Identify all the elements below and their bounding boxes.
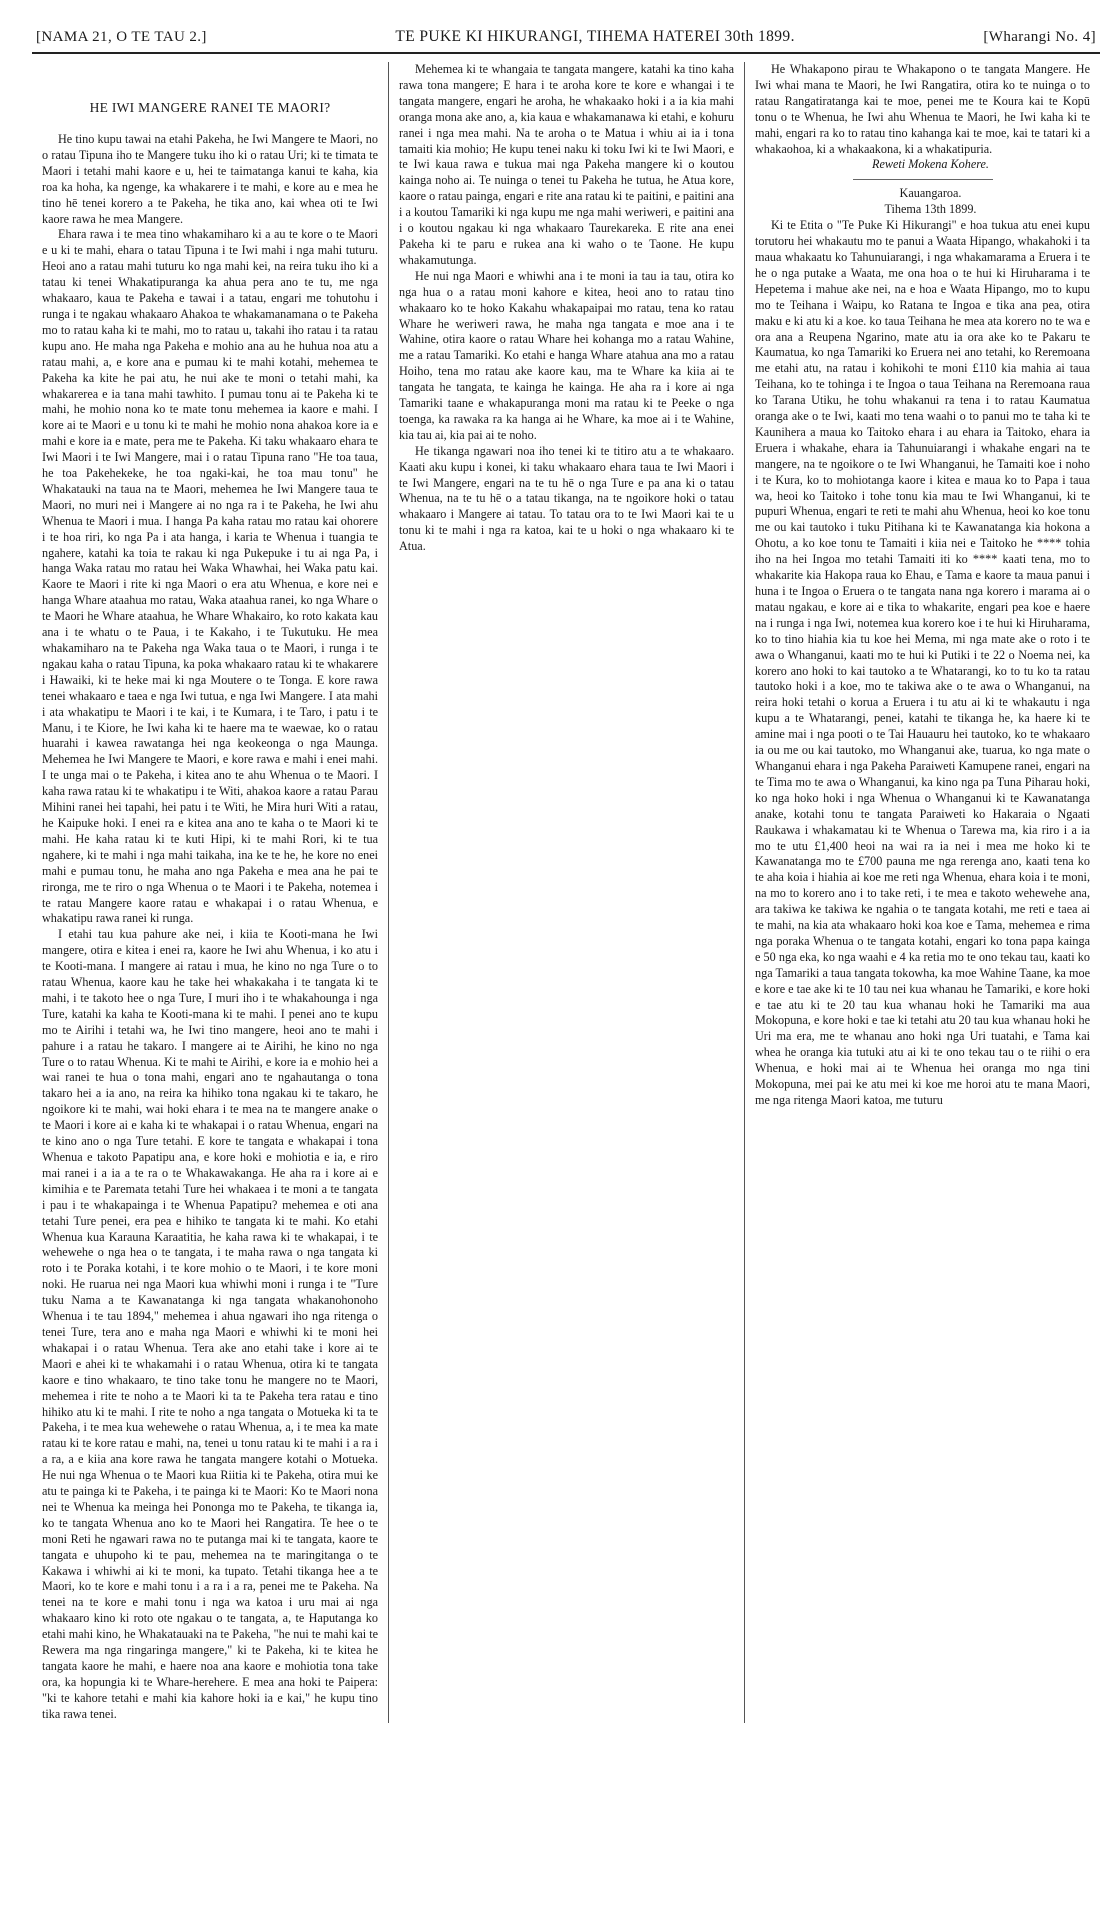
article-headline: HE IWI MANGERE RANEI TE MAORI? [89,100,331,115]
article-paragraph: He tikanga ngawari noa iho tenei ki te titiro atu a te whakaaro. Kaati aku kupu i konei, ki taku whakaaro ehara taua te Iwi Maori i te Iwi Mangere, engari na te tu hē o nga Ture e pa ana ki o tatau Whenua, na te tu hē o a tatau tikanga, na te ngoikore hoki o tatau whakaaro i Mangere ai tatau. To tatau ora to te Iwi Maori kai te u tonu ki te mahi i nga ra katoa, kai te u hoki o nga whakaaro ki te Atua. [399,443,734,554]
article-paragraph: Ehara rawa i te mea tino whakamiharo ki a au te kore o te Maori e u ki te mahi, ehara o tatau Tipuna i te Iwi mahi i nga mahi tuturu. Heoi ano a ratau mahi tuturu ko nga mahi kei, na reira tuku iho ki a tatau ki tenei Whakatipuranga ka ahua pera ano te tu, me nga whakaaro, kaua te Pakeha e tawai i a tatau, engari me tohutohu i runga i te ngakau whakaaro Ahakoa te whakamanamana o te Pakeha mo to ratau kaha ki te mahi, mo to ratau u, takahi iho ratau i ta ratau kupu ano. He maha nga Pakeha e mohio ana au he huhua noa atu a ratau mahi, a, e kore ana e pumau ki te mahi kotahi, mehemea te Pakeha ka kite he pai atu, he nui ake te moni o tetahi mahi, ka whakarerea e ia tana mahi tawhito. I pumau tonu ai te Pakeha ki te mahi, he mohio nona ko te mate tonu mehemea ia kaore e mahi. I kore ai te Maori e u tonu ki te mahi he mohio nona ahakoa kore ia e mahi e kore ia e mate, pera me te Pakeha. Ki taku whakaaro ehara te Iwi Maori i te Iwi Mangere, mai i o ratau Tipuna rano "He toa taua, he toa Pakehekeke, he toa ngaki-kai, he toa mau tonu" he Whakatauki na taua na te Maori, mehemea he Iwi Mangere taua te Maori, no muri nei i Mangere ai no nga ra i te Pakeha, he Iwi ahu Whenua te Maori i mua. I hanga Pa kaha ratau mo ratau kai ohorere i te hoa riri, ko nga Pa i ata hanga, i karia te Whenua i tuangia te ngahere, katahi ka toia te rakau ki nga Pukepuke i tu ai nga Pa, i hanga Waka ratau mo ratau hei Waka Whawhai, hei Waka patu kai. Kaore te Maori i rite ki nga Maori o era atu Whenua, e kore nei e hanga Whare ataahua mo ratau, Waka ataahua ranei, ko nga Whare o te Maori he Whare ataahua, he Whare Whakairo, ko roto kakata kau ana i te whatu o te Paua, i te Kakaho, i te Tukutuku. He mea whakamiharo na te Pakeha nga Waka taua o te Maori, i runga i te ngakau kaha o ratau Tipuna, ka poka whakaaro ratau ki te whakarere i Hawaiki, ki te heke mai ki nga Moutere o te Tonga. E kore rawa tenei whakaaro e taea e nga Iwi tutua, e nga Iwi Mangere. I ata mahi i ata whakatipu te Maori i te kai, i te Kumara, i te Taro, i patu i te Manu, i te Kiore, he Iwi kaha ki te haere ma te waewae, ko o ratau huarahi i kawea rawatanga hei nga keokeonga o nga Maunga. Mehemea he Iwi Mangere te Maori, e kore rawa e mahi i enei mahi. I te unga mai o te Pakeha, i kitea ano te ahu Whenua o te Maori. I kaha rawa ratau ki te whakatipu i te Witi, ahakoa kaore a ratau Parau Mihini ranei hei tapahi, hei patu i te Witi, he Mira huri Witi a ratau, he Kaipuke hoki. I enei ra e kitea ana ano te kaha o te Maori ki te mahi. He kaha ratau ki te kuti Hipi, ki te mahi Rori, ki te tua ngahere, ki te mahi i nga mahi taikaha, ina ke te he, he kore no enei mahi e pumau tonu, he maha ano nga Pakeha e mea ana he pai te rironga, me te riro o nga Whenua o te Maori i te Pakeha, notemea i te ratau Mangere kaore ratau e whakapai i o ratau Whenua, e whakatipu rawa ranei ki runga. [42,227,378,926]
article-columns [32,62,1100,1723]
letter-paragraph: Ki te Etita o "Te Puke Ki Hikurangi" e hoa tukua atu enei kupu torutoru hei whakautu mo te panui a Waata Hipango, whakahoki i ta maua whakaatu ko Tahunuiarangi, i nga whakamarama a Eruera i te he o nga putake a Waata, me ona hoa o te hui ki Hiruharama i te Hepetema i mahue ake nei, na e hoa e Waata Hipango, mo to kupu mo te Teihana i Waipu, ko Ratana te Ingoa e tika ana pea, otira maku e ki atu ki a koe. ko taua Teihana he mea ata korero no te wa e ora ana a Reupena Ngarino, mate atu ia ora ake ko te Pakaru te Kaumatua, ko nga Tamariki ko Eruera nei ano tetahi, ko Reremoana me etahi atu, na ratau i kohikohi te moni £110 kia mahia ai taua Teihana, ko te tohinga i te Ingoa o taua Teihana na Reremoana raua ko Tarana Utiku, he tohu whakanui ra tena i to ratau Kaumatua oranga ake o te Iwi, kaati mo tena waahi o to panui mo te taha ki te Kaunihera a maua ko Taitoko ehara i au ehara ia Taitoko, ehara ia Eruera i whakahe, ehara ia Tahunuiarangi i whakahe engari na te mangere, na te ngoikore o te Iwi Whanganui, he Tamaiti koe i noho i te Kura, ko to mohiotanga kaore i kitea e maua ko to Papa i taua wa, heoi ko Taitoko i tohe tonu kia mau te Iwi Whanganui, ki te pupuri Whenua, engari te reti te mahi ahu Whenua, heoi ko koe tonu me ou kai tautoko i tuku Pitihana ki te Kawanatanga kia hokona a Ohotu, a ko koe tonu te Tamaiti i kiia nei e Taitoko he **** tohia iho na hei Ingoa mo tetahi Tamaiti iti ko **** kaati tena, mo to whakarite kia Hakopa raua ko Ehau, e Tama e kaore ta maua panui i huna i te Ingoa o Eruera o te tangata nana nga korero i marama ai o matau ngakau, e kore ai e tika to whakarite, engari pea koe e haere na i runga i nga Iwi, notemea kua korero koe i te hui ki Hiruharama, ko to tino hiahia kia tu koe hei Mema, mi nga mate ake o roto i te awa o Whanganui, kaati mo te hui ki Putiki i te 22 o Noema nei, ka korero ano hoki to kai tautoko a te Whatarangi, ko to tu ko ta ratau tautoko hoki i a koe, mo te takiwa ake o te awa o Whanganui, na reira hoki tetahi o korua a Eruera i tu atu ai ki te whakautu i nga kupu a te Whatarangi, penei, katahi te tikanga he, ka haere ki te amine mai i nga pooti o te Tai Hauauru hei tautoko, ko te whakaaro ia ou me ou kai tautoko, mo Whanganui ake, tuarua, ko nga mate o Whanganui ehara i nga Pakeha Paraiweti Kamupene ranei, engari na te Tima mo te awa o Whanganui, ka kino nga pa Tuna Piharau hoki, ko nga hoko hoki i nga Whenua o Whanganui ki te Kawanatanga anake, kotahi tonu te tangata Paraiweti ko Hakaraia o Ngaati Raukawa i whakamatau ki te Whenua o Tarewa ma, kia riro i a ia mo te utu £1,400 heoi na wai ra ia nei i mea me hoko ki te Kawanatanga mo te £700 pauna me nga rerenga ano, kaati tena ko te aha koia i hiahia ai koe me reti nga Whenua, ehara koia i te moni, na mo to korero ano i to take reti, i te mea e takoto wehewehe ana, ara takiwa ke takiwa ke ngahia o te tangata kotahi, me reti e taea ai te mahi, na kia ata whakaaro hoki koa koe e Tama, mehemea e rima nga poraka Whenua o te tangata kotahi, engari ko tona papa kainga e 50 nga eka, ko nga waahi e 4 ka retia mo te ono tekau tau, kaati ko nga Tamariki a taua tangata tokowha, ka moe Wahine Taane, ka moe e kore e tae ake ki te 10 tau nei kua whanau he Tamariki, e kore hoki e tae atu ki te 20 tau kua whanau hoki he Tamariki ma aua Mokopuna, e kore hoki e tae ki tetahi atu 20 tau kua whanau hoki he Uri ma era, me te whanau ano hoki nga Uri tuatahi, e Tama kai whea he oranga kia tutuki atu ai ki te ono tekau tau o te riihi o era Whenua, e hoki mai ai te Whenua hei oranga mo nga tini Mokopuna, mei pai ke atu mei ki koe me horoi atu te mana Maori, me nga ritenga Maori katoa, me tuturu [755,218,1090,1107]
newspaper-page [32,24,1100,1904]
article-paragraph: Mehemea ki te whangaia te tangata mangere, katahi ka tino kaha rawa tona mangere; E hara i te aroha kore te kore e whangai i te tangata mangere, engari he aroha, he whakaako hoki i a ia kia mahi oranga mona ake ano, a, kia kaua e whakamanawa ki etahi, e kohuru ranei i nga mea mahi. Na te aroha o te Matua i whiu ai ia i tona tamaiti kia mohio; He kupu tenei naku ki toku Iwi ki te Iwi Maori, e te Iwi kaua rawa e tukua mai nga Pakeha mangere ki o koutou kainga noho ai. Te nuinga o tenei tu Pakeha he tutua, he Atua kore, kaore o ratau painga, engari e rite ana ratau ki te paitini, e paitini ana i a koutou Tamariki ki nga kupu me nga mahi weriweri, e paitini ana i o koutou ngakau ki nga whakaaro Taurekareka. E rite ana enei Pakeha ki te paru e rukea ana ki waho o te Taone. He kupu whakamutunga. [399,62,735,267]
column-1 [32,62,388,1723]
masthead [32,24,1100,54]
author-signature: Reweti Mokena Kohere. [872,157,989,172]
issue-number: [NAMA 21, O TE TAU 2.] [36,29,207,45]
page-number: [Wharangi No. 4] [983,29,1096,45]
letter-place: Kauangaroa. [899,186,962,201]
article-paragraph: He tino kupu tawai na etahi Pakeha, he Iwi Mangere te Maori, no o ratau Tipuna iho te Mangere tuku iho ki o ratau Uri; ki te timata te Maori i tetahi mahi kaore e u, hei te taimatanga kanui te kaha, kia roa ka hoha, ka ngenge, ka whakarere i te mahi, e kore au e mea he tino hē tenei korero a te Pakeha, he tika ano, kai whea oti te Iwi kaore rawa he mea Mangere. [42,132,378,226]
column-3 [744,62,1100,1723]
newspaper-title-date: TE PUKE KI HIKURANGI, TIHEMA HATEREI 30th 1899. [395,28,795,45]
article-paragraph: He Whakapono pirau te Whakapono o te tangata Mangere. He Iwi whai mana te Maori, he Iwi Rangatira, otira ko te nuinga o to ratau Rangatiratanga kai te moe, penei me te Koura kai te Kopū tonu o te Whenua, he Iwi ahu Whenua te Maori, he Iwi kaha ki te mahi, engari ra ko to ratau tino kahanga kai te moe, kai te tatari ki a whakaohoa, ki a whakaakona, ki a whakatipuria. [755,62,1090,156]
article-paragraph: He nui nga Maori e whiwhi ana i te moni ia tau ia tau, otira ko nga hua o a ratau moni kahore e kitea, heoi ano to ratau tino whakaaro ko te hoko Kakahu whakapaipai mo ratau, tena ko ratau Whare he weriweri rawa, he maha nga tangata e moe ana i te Wahine, otira kaore o ratau Whare hei kohanga mo a ratau Wahine, me a ratau Tamariki. Ko etahi e hanga Whare atahua ana mo a ratau Hoiho, tena mo ratau ake kaore kau, ma te Whare ka kiia ai te tangata he tangata, te kainga he kainga. He aha ra i kore ai nga Tamariki taane e whakapuranga moni ma ratau ki te Peeke o nga toenga, ka rawaka ra ka hanga ai he Whare, ka moe ai i te Wahine, kia tau ai, kia pai ai te noho. [399,268,734,442]
section-divider [853,179,993,180]
letter-date: Tihema 13th 1899. [884,202,977,217]
column-2 [388,62,744,1723]
article-paragraph: I etahi tau kua pahure ake nei, i kiia te Kooti-mana he Iwi mangere, otira e kitea i enei ra, kaore he Iwi ahu Whenua, i ko atu i te Kooti-mana. I mangere ai ratau i mua, he kino no nga Ture o to ratau Whenua, kaore kau he take hei whakakaha i te tangata ki te mahi, i te takoto hee o nga Ture, I muri iho i te whakahounga i nga Ture, katahi ka kaha te Kooti-mana ki te mahi. I penei ano te kupu mo te Airihi i tetahi wa, he Iwi tino mangere, heoi ano te mahi i pahure i a ratau he takaro. I mangere ai te Airihi, he kino no nga Ture o to ratau Whenua. Ki te mahi te Airihi, e kore ia e mohio hei a wai ranei te hua o tona mahi, engari ano te ngahautanga o tona takaro hei a ia ano, na reira ka hihiko tona ngakau ki te takaro, he ngoikore ki te mahi, wai hoki ehara i te mea na te mangere anake o te Maori i kore ai e kaha ki te whakapai i o ratau Whenua, engari na te kino ano o nga Ture tetahi. E kore te tangata e whakapai i tona Whenua e takoto Papatipu ana, e kore hoki e mohiotia e ia, e riro mai ranei i a ia a te ra o te Whakawakanga. He aha ra i kore ai e kimihia e te Paremata tetahi Ture hei whakaea i te moni a te tangata i pau i te whakapainga i te Whenua Papatipu? mehemea e oti ana tetahi Ture penei, era pea e hihiko te tangata ki te mahi. Ko etahi Whenua kua Karauna Karaatitia, he kaha rawa ki te whakapai, i te wehewehe o nga hea o te tangata, i te maha rawa o nga tangata ki roto i te Poraka kotahi, i te kore mohio o te Maori, i te kore moni noki. He ruarua nei nga Maori kua whiwhi moni i runga i te "Ture tuku Nama a te Kawanatanga ki nga tangata whakanohonoho Whenua i te tau 1894," mehemea i ahua ngawari iho nga ritenga o tenei Ture, tera ano e maha nga Maori e whiwhi ki te moni hei whakapai i o ratau Whenua. Tera ake ano etahi take i kore ai te Maori e ahei ki te whakamahi i o ratau Whenua, otira ki te tangata kaore e tino whakaaro, te tino take tonu he mangere no te Maori, mehemea i rite te noho a te Maori ki ta te Pakeha tera ratau e tino hihiko atu ki te mahi. I rite te noho a nga tangata o Motueka ki ta te Pakeha, i te mea kua wehewehe o ratau Whenua, a, i te mea ka mate ratau ki te kore ratau e mahi, na, tenei u tonu ratau ki te mahi i a ra i a ra, a e kiia ana kore rawa he tangata mangere kotahi o Motueka. He nui nga Whenua o te Maori kua Riitia ki te Pakeha, otira mui ke atu te painga ki te Pakeha, i te painga ki te Maori: Ko te Maori nona nei te Whenua ka meinga hei Pononga mo te Pakeha, te tikanga ia, ko te tangata Whenua ano ko te Maori hei Rangatira. Te hee o te moni Reti he ngawari rawa no te putanga mai ki te tangata, kaore te tangata e uhupoho ki te pau, mehemea na te maringitanga o te Kakawa i whiwhi ai ki te moni, ka tupato. Tetahi tikanga hee a te Maori, ko te kore e mahi tonu i a ra i a ra, penei me te Pakeha. Na tenei na te kore e mahi tonu i nga wa katoa i uru mai ai nga whakaaro kino ki roto ote ngakau o te tangata, a, te Haputanga ko etahi mahi kino, he Whakatauaki na te Pakeha, "he nui te mahi kai te Rewera ma nga ringaringa mangere," ki te Pakeha, ki te kitea he tangata kaore he mahi, e haere noa ana kaore e mohiotia tona take ora, ka hopungia ki te Whare-herehere. E mea ana hoki te Paipera: "ki te kahore tetahi e mahi kia kahore hoki ia e kai," he kupu tino tika rawa tenei. [42,927,378,1721]
